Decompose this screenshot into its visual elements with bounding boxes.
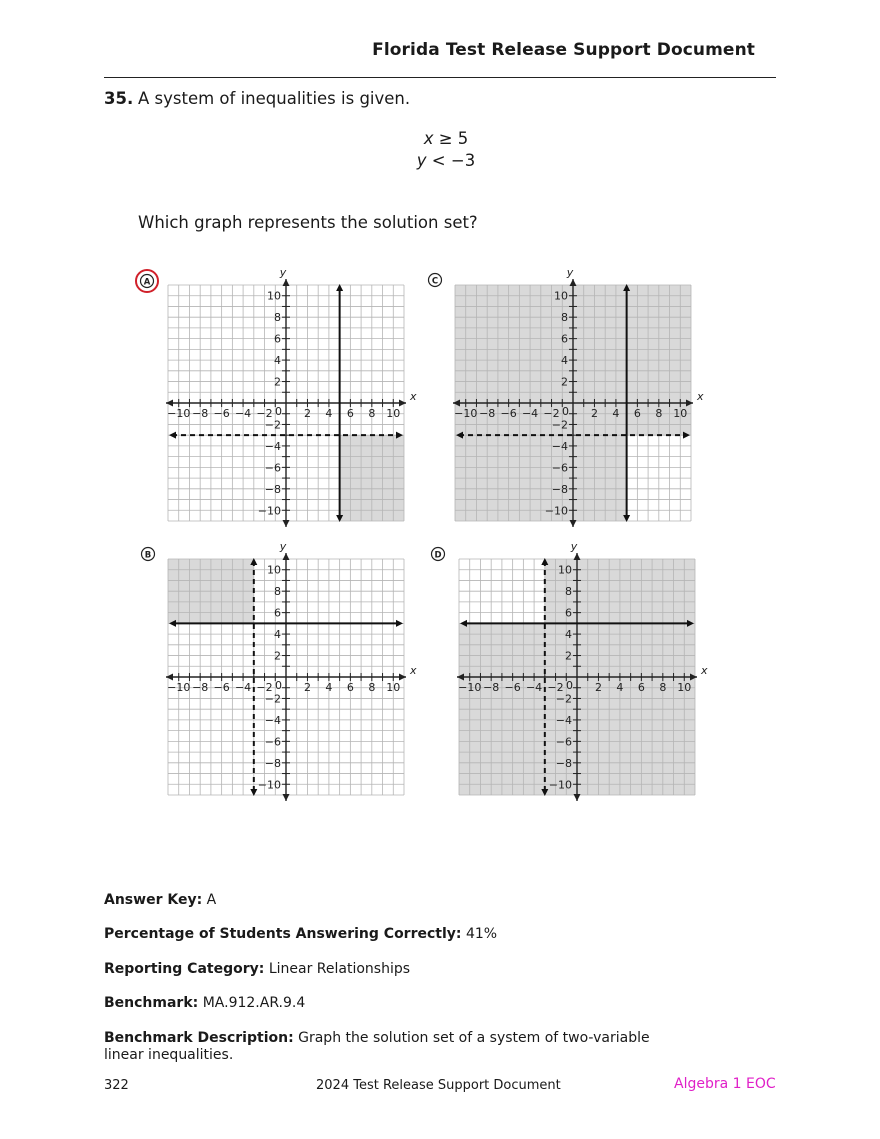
x-tick-label: 10 — [677, 681, 692, 694]
x-tick-label: 10 — [673, 407, 688, 420]
y-tick-label: 8 — [561, 311, 568, 325]
y-tick-label: −8 — [264, 756, 281, 770]
x-tick-label: −2 — [547, 681, 564, 694]
graph-option-c — [429, 266, 705, 527]
x-tick-label: 2 — [590, 407, 598, 420]
x-tick-label: −10 — [454, 407, 478, 420]
x-axis-label: x — [410, 664, 417, 677]
y-tick-label: 10 — [267, 289, 281, 303]
arrow-icon — [169, 432, 176, 439]
x-tick-label: −2 — [256, 407, 273, 420]
graph-option-b — [142, 540, 418, 801]
inequality-2-rest: < −3 — [426, 151, 476, 170]
question-stem: A system of inequalities is given. — [138, 89, 411, 108]
x-axis-label: x — [697, 390, 704, 403]
y-tick-label: 6 — [274, 606, 281, 620]
x-tick-label: −8 — [479, 407, 496, 420]
x-tick-label: −4 — [234, 681, 252, 694]
reporting-category-value: Linear Relationships — [268, 961, 411, 977]
x-tick-label: 10 — [386, 407, 401, 420]
y-tick-label: −6 — [264, 735, 281, 749]
inequality-1-rest: ≥ 5 — [433, 129, 469, 148]
x-tick-label: 2 — [594, 681, 602, 694]
arrow-icon — [283, 553, 290, 560]
x-tick-label: 2 — [303, 681, 311, 694]
x-tick-label: −6 — [213, 681, 230, 694]
origin-label: 0 — [275, 679, 282, 692]
x-tick-label: −4 — [521, 407, 539, 420]
x-tick-label: −2 — [256, 681, 273, 694]
y-tick-label: −6 — [551, 461, 568, 475]
option-letter: D — [434, 550, 442, 561]
question-prompt: Which graph represents the solution set? — [138, 213, 478, 232]
y-tick-label: −10 — [544, 504, 568, 518]
answer-key-label: Answer Key: — [104, 892, 203, 908]
y-tick-label: −2 — [264, 692, 281, 706]
percent-correct — [104, 926, 497, 943]
arrow-icon — [399, 674, 406, 681]
x-tick-label: 10 — [386, 681, 401, 694]
x-tick-label: 6 — [346, 681, 354, 694]
reporting-category — [104, 961, 410, 978]
option-letter: C — [431, 276, 439, 287]
x-tick-label: −4 — [525, 681, 543, 694]
x-axis-label: x — [701, 664, 708, 677]
y-tick-label: 6 — [561, 332, 568, 346]
x-tick-label: −10 — [167, 407, 191, 420]
benchmark-description — [104, 1030, 684, 1064]
y-tick-label: 10 — [554, 289, 568, 303]
y-tick-label: −2 — [551, 418, 568, 432]
footer-document-name: 2024 Test Release Support Document — [316, 1078, 561, 1093]
x-tick-label: 6 — [346, 407, 354, 420]
inequality-1-var: x — [423, 129, 434, 148]
arrow-icon — [166, 400, 173, 407]
y-tick-label: −10 — [548, 778, 572, 792]
y-tick-label: 4 — [561, 354, 568, 368]
x-tick-label: 8 — [659, 681, 667, 694]
y-tick-label: −6 — [264, 461, 281, 475]
benchmark-label: Benchmark: — [104, 995, 199, 1011]
document-title: Florida Test Release Support Document — [372, 40, 755, 60]
answer-key-value: A — [206, 892, 217, 908]
y-tick-label: −10 — [257, 778, 281, 792]
y-axis-label: y — [566, 266, 574, 279]
arrow-icon — [283, 794, 290, 801]
arrow-icon — [399, 400, 406, 407]
x-tick-label: −4 — [234, 407, 252, 420]
y-tick-label: 4 — [274, 354, 281, 368]
y-tick-label: −2 — [264, 418, 281, 432]
x-tick-label: 8 — [368, 681, 376, 694]
option-letter: B — [144, 550, 152, 561]
x-tick-label: 6 — [637, 681, 645, 694]
y-tick-label: 4 — [565, 628, 572, 642]
page-number: 322 — [104, 1078, 129, 1093]
y-axis-label: y — [279, 266, 287, 279]
graph-option-a — [136, 266, 417, 527]
x-tick-label: −6 — [500, 407, 517, 420]
x-tick-label: −8 — [192, 681, 209, 694]
x-tick-label: 4 — [325, 407, 333, 420]
y-tick-label: 4 — [274, 628, 281, 642]
y-tick-label: −4 — [551, 439, 568, 453]
arrow-icon — [574, 794, 581, 801]
x-tick-label: −6 — [504, 681, 521, 694]
y-axis-label: y — [570, 540, 578, 553]
footer-course: Algebra 1 EOC — [674, 1076, 776, 1092]
arrow-icon — [570, 279, 577, 286]
y-tick-label: −4 — [264, 713, 281, 727]
y-tick-label: 2 — [561, 375, 568, 389]
y-tick-label: −8 — [551, 482, 568, 496]
y-tick-label: 10 — [267, 563, 281, 577]
arrow-icon — [574, 553, 581, 560]
percent-correct-label: Percentage of Students Answering Correctly: — [104, 926, 462, 942]
x-tick-label: −8 — [192, 407, 209, 420]
arrow-icon — [396, 620, 403, 627]
x-tick-label: 4 — [325, 681, 333, 694]
percent-correct-value: 41% — [465, 926, 498, 942]
x-tick-label: −10 — [458, 681, 482, 694]
x-tick-label: 4 — [612, 407, 620, 420]
y-tick-label: 6 — [274, 332, 281, 346]
x-axis-label: x — [410, 390, 417, 403]
benchmark — [104, 995, 305, 1012]
x-tick-label: 8 — [655, 407, 663, 420]
y-tick-label: 2 — [274, 649, 281, 663]
option-letter: A — [143, 277, 151, 288]
reporting-category-label: Reporting Category: — [104, 961, 265, 977]
y-tick-label: −4 — [555, 713, 572, 727]
y-tick-label: 8 — [274, 585, 281, 599]
answer-key — [104, 892, 216, 909]
x-tick-label: 8 — [368, 407, 376, 420]
y-tick-label: 6 — [565, 606, 572, 620]
x-tick-label: 6 — [633, 407, 641, 420]
origin-label: 0 — [275, 405, 282, 418]
benchmark-value: MA.912.AR.9.4 — [202, 995, 306, 1011]
y-tick-label: 10 — [558, 563, 572, 577]
x-tick-label: −10 — [167, 681, 191, 694]
arrow-icon — [166, 674, 173, 681]
origin-label: 0 — [562, 405, 569, 418]
y-tick-label: −10 — [257, 504, 281, 518]
x-tick-label: −8 — [483, 681, 500, 694]
y-tick-label: −6 — [555, 735, 572, 749]
x-tick-label: −6 — [213, 407, 230, 420]
y-tick-label: 2 — [274, 375, 281, 389]
graph-option-d — [432, 540, 709, 801]
y-axis-label: y — [279, 540, 287, 553]
arrow-icon — [283, 279, 290, 286]
y-tick-label: 8 — [274, 311, 281, 325]
y-tick-label: −2 — [555, 692, 572, 706]
y-tick-label: 2 — [565, 649, 572, 663]
x-tick-label: 4 — [616, 681, 624, 694]
arrow-icon — [570, 520, 577, 527]
question-number: 35. — [104, 89, 134, 108]
benchmark-description-label: Benchmark Description: — [104, 1030, 294, 1046]
benchmark-description-value: Graph the solution set of a system of two-variable linear inequalities. — [104, 1030, 650, 1063]
inequality-2-var: y — [416, 151, 427, 170]
origin-label: 0 — [566, 679, 573, 692]
y-tick-label: −8 — [264, 482, 281, 496]
y-tick-label: −4 — [264, 439, 281, 453]
y-tick-label: 8 — [565, 585, 572, 599]
arrow-icon — [283, 520, 290, 527]
y-tick-label: −8 — [555, 756, 572, 770]
x-tick-label: 2 — [303, 407, 311, 420]
x-tick-label: −2 — [543, 407, 560, 420]
